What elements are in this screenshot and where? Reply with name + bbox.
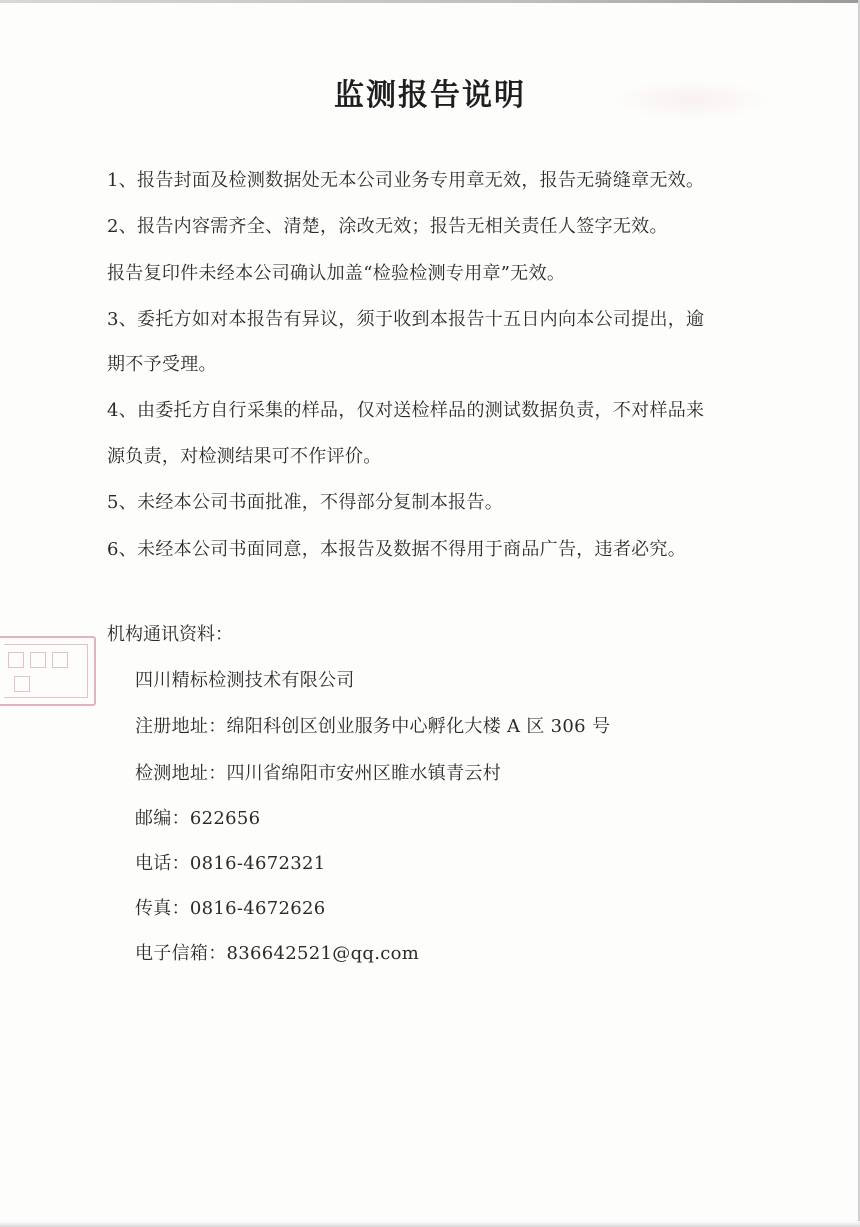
- note-line: 3、委托方如对本报告有异议，须于收到本报告十五日内向本公司提出，逾: [107, 309, 705, 330]
- scan-bottom-edge: [0, 1221, 860, 1227]
- note-line: 6、未经本公司书面同意，本报告及数据不得用于商品广告，违者必究。: [107, 539, 687, 560]
- seal-glyph-mark: [30, 652, 46, 668]
- contact-heading: 机构通讯资料：: [107, 624, 233, 645]
- seal-glyph-mark: [14, 676, 30, 692]
- note-line: 源负责，对检测结果可不作评价。: [107, 446, 382, 467]
- note-line: 1、报告封面及检测数据处无本公司业务专用章无效，报告无骑缝章无效。: [107, 170, 705, 191]
- scan-top-edge: [0, 0, 860, 3]
- fax: 传真：0816-4672626: [135, 898, 326, 919]
- registered-address: 注册地址：绵阳科创区创业服务中心孵化大楼 A 区 306 号: [135, 716, 611, 737]
- postcode: 邮编：622656: [135, 808, 261, 829]
- note-line: 2、报告内容需齐全、清楚，涂改无效；报告无相关责任人签字无效。: [107, 216, 668, 237]
- note-line: 5、未经本公司书面批准，不得部分复制本报告。: [107, 492, 504, 513]
- phone: 电话：0816-4672321: [135, 853, 326, 874]
- note-line: 期不予受理。: [107, 354, 217, 375]
- company-name: 四川精标检测技术有限公司: [135, 670, 355, 691]
- partial-seal-stamp: [0, 636, 96, 706]
- seal-glyph-mark: [52, 652, 68, 668]
- test-address: 检测地址：四川省绵阳市安州区睢水镇青云村: [135, 763, 501, 784]
- seal-glyph-mark: [8, 652, 24, 668]
- page-title: 监测报告说明: [334, 78, 526, 113]
- note-line: 4、由委托方自行采集的样品，仅对送检样品的测试数据负责，不对样品来: [107, 400, 705, 421]
- email: 电子信箱：836642521@qq.com: [135, 943, 420, 964]
- note-line: 报告复印件未经本公司确认加盖“检验检测专用章”无效。: [107, 263, 566, 284]
